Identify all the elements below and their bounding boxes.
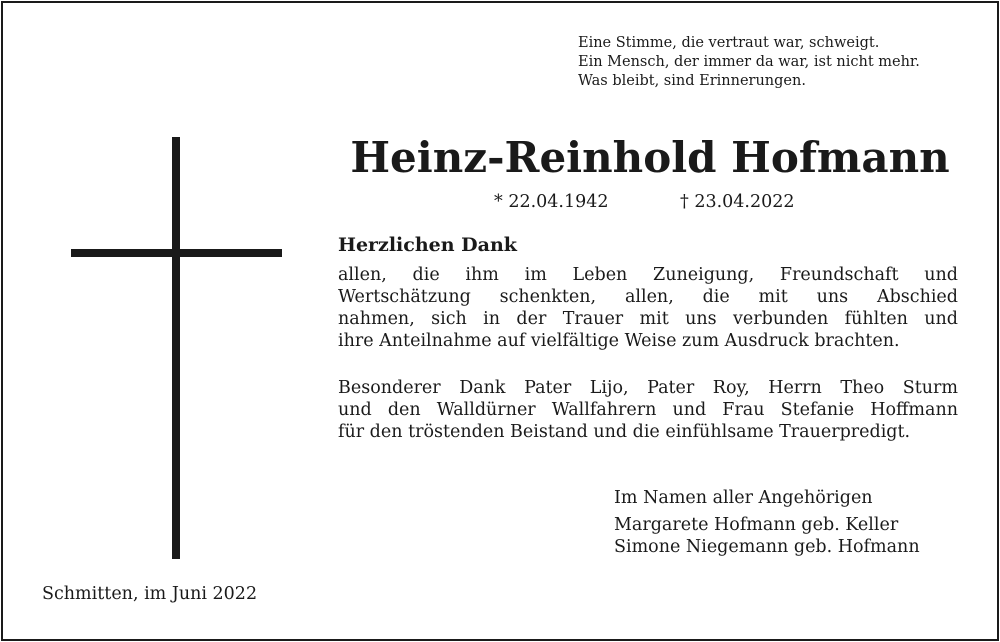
signatory-name: Simone Niegemann geb. Hofmann	[614, 537, 920, 557]
signature-intro: Im Namen aller Angehörigen	[614, 488, 873, 508]
motto-line: Eine Stimme, die vertraut war, schweigt.	[578, 35, 880, 51]
motto-line: Was bleibt, sind Erinnerungen.	[578, 73, 806, 89]
paragraph-line: und den Walldürner Wallfahrern und Frau Stefanie Hoffmann	[338, 400, 958, 420]
signatory-name: Margarete Hofmann geb. Keller	[614, 515, 899, 535]
cross-vertical-bar	[172, 137, 180, 559]
paragraph-line: allen, die ihm im Leben Zuneigung, Freundschaft und	[338, 265, 958, 285]
cross-horizontal-bar	[71, 249, 282, 257]
birth-date: * 22.04.1942	[494, 192, 609, 212]
deceased-name: Heinz-Reinhold Hofmann	[350, 133, 950, 182]
paragraph-line: nahmen, sich in der Trauer mit uns verbunden fühlten und	[338, 309, 958, 329]
paragraph-line: Besonderer Dank Pater Lijo, Pater Roy, Herrn Theo Sturm	[338, 378, 958, 398]
special-thanks-paragraph	[338, 377, 958, 443]
place-date: Schmitten, im Juni 2022	[42, 584, 258, 604]
paragraph-line: für den tröstenden Beistand und die einfühlsame Trauerpredigt.	[338, 422, 911, 442]
thanks-heading: Herzlichen Dank	[338, 234, 517, 256]
paragraph-line: Wertschätzung schenkten, allen, die mit uns Abschied	[338, 287, 958, 307]
paragraph-line: ihre Anteilnahme auf vielfältige Weise zum Ausdruck brachten.	[338, 331, 900, 351]
motto-line: Ein Mensch, der immer da war, ist nicht mehr.	[578, 54, 920, 70]
death-date: † 23.04.2022	[680, 192, 795, 212]
thanks-paragraph	[338, 264, 958, 352]
motto-verse	[578, 34, 920, 91]
